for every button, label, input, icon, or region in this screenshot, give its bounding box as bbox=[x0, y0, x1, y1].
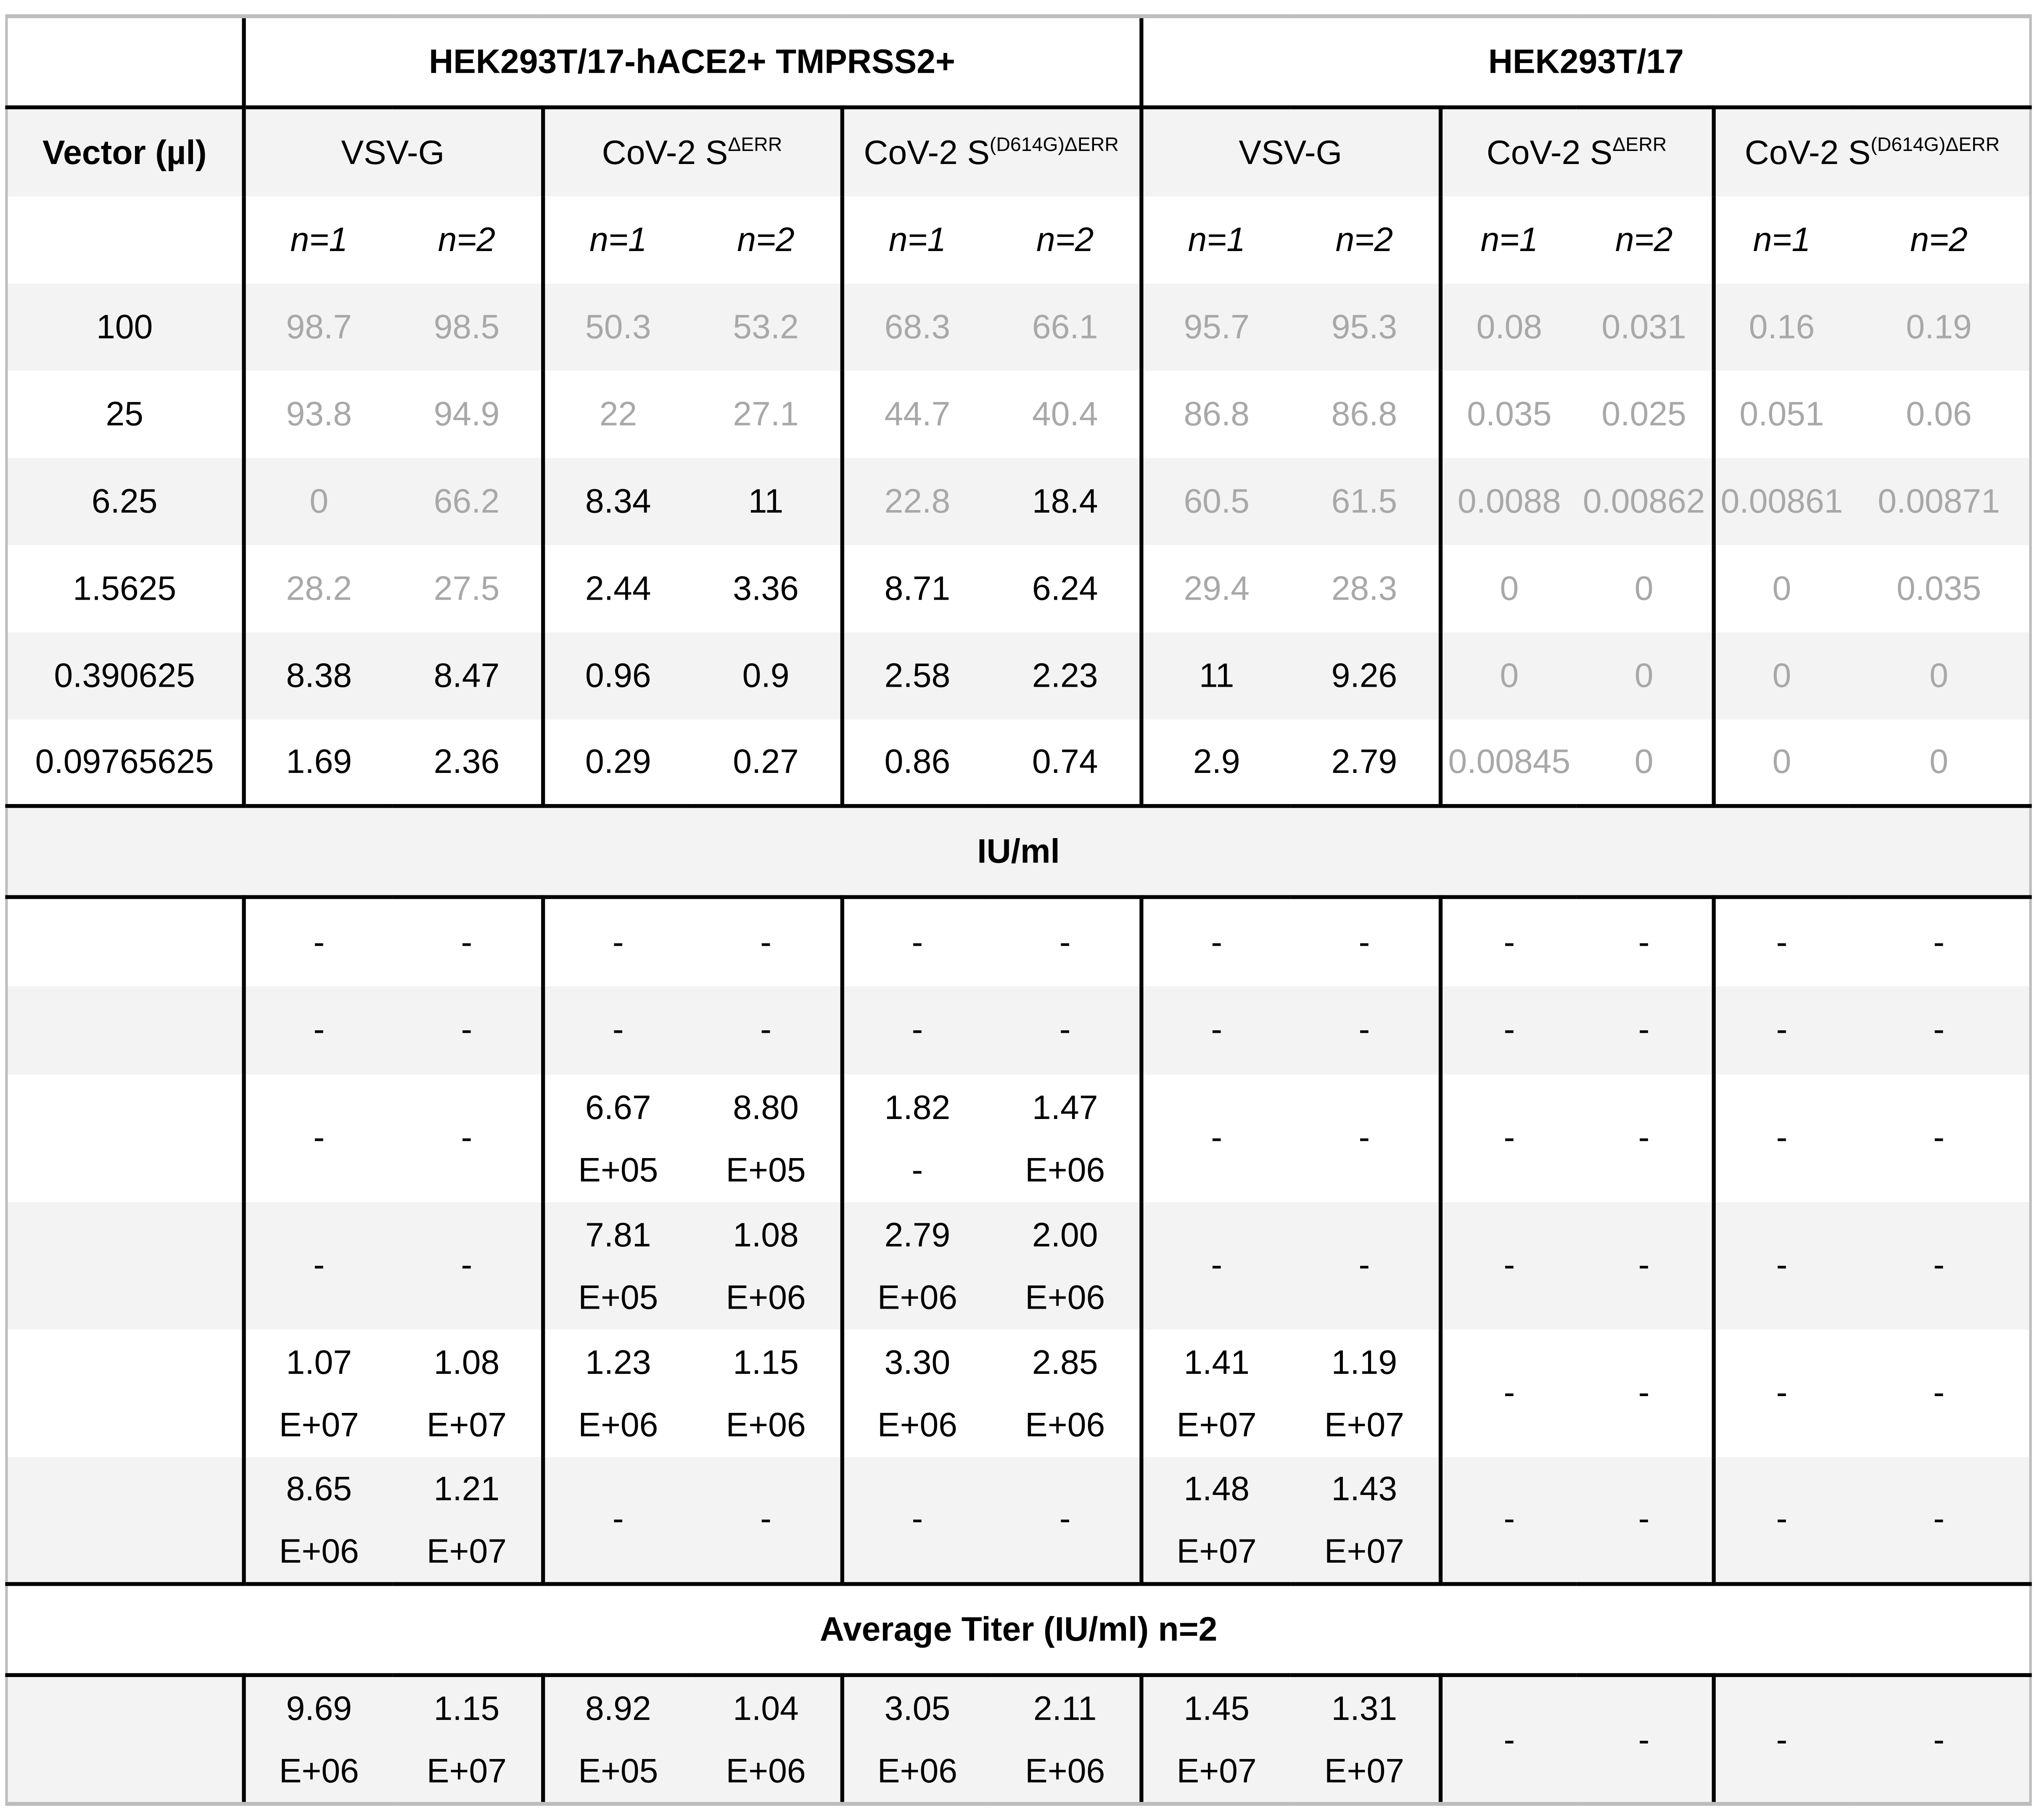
value-line: 3.05 bbox=[884, 1688, 951, 1728]
table-row bbox=[6, 283, 2030, 370]
percent-value-cell: 22 bbox=[542, 370, 692, 457]
percent-value-cell: 8.34 bbox=[542, 458, 692, 545]
iu-value-cell: - bbox=[1577, 986, 1713, 1074]
iu-value-cell bbox=[1141, 1329, 1291, 1456]
iu-value-cell: - bbox=[243, 1074, 393, 1201]
percent-value-cell: 86.8 bbox=[1141, 370, 1291, 457]
value-line: 1.15 bbox=[433, 1688, 500, 1728]
value-line: E+05 bbox=[726, 1149, 806, 1189]
iu-value-cell: - bbox=[1849, 1201, 2031, 1329]
percent-value-cell: 2.23 bbox=[991, 632, 1141, 719]
value-line: E+07 bbox=[279, 1404, 359, 1444]
replicate-n2: n=2 bbox=[692, 196, 842, 283]
value-line: 2.00 bbox=[1032, 1214, 1098, 1254]
percent-value-cell: 0.00845 bbox=[1440, 719, 1577, 806]
vector-volume-cell: 100 bbox=[6, 283, 243, 370]
table-row bbox=[6, 370, 2030, 457]
blank-label-cell bbox=[6, 986, 243, 1074]
iu-value-cell: - bbox=[1577, 1329, 1713, 1456]
value-line: E+06 bbox=[1025, 1149, 1105, 1189]
table-row bbox=[6, 986, 2030, 1074]
value-line: E+07 bbox=[1176, 1404, 1257, 1444]
average-titer-cell bbox=[1141, 1675, 1291, 1804]
percent-value-cell: 0 bbox=[1713, 545, 1849, 632]
value-line: E+05 bbox=[578, 1277, 658, 1316]
iu-value-cell: - bbox=[692, 986, 842, 1074]
iu-value-cell bbox=[542, 1329, 692, 1456]
value-line: E+06 bbox=[279, 1751, 359, 1791]
iu-value-cell: - bbox=[692, 1457, 842, 1584]
blank-label-cell bbox=[6, 897, 243, 985]
replicate-n2: n=2 bbox=[393, 196, 542, 283]
value-line: 1.19 bbox=[1331, 1342, 1398, 1381]
average-titer-cell: - bbox=[1849, 1675, 2031, 1804]
percent-value-cell: 8.38 bbox=[243, 632, 393, 719]
percent-value-cell: 0.86 bbox=[842, 719, 991, 806]
iu-value-cell: - bbox=[1440, 897, 1577, 985]
value-line: E+07 bbox=[426, 1404, 507, 1444]
percent-value-cell: 0 bbox=[243, 458, 393, 545]
average-titer-cell bbox=[842, 1675, 991, 1804]
percent-value-cell: 68.3 bbox=[842, 283, 991, 370]
value-line: 1.82 bbox=[884, 1087, 951, 1126]
replicate-n2: n=2 bbox=[991, 196, 1141, 283]
percent-value-cell: 98.5 bbox=[393, 283, 542, 370]
iu-section-row bbox=[6, 806, 2030, 897]
titer-table bbox=[5, 14, 2032, 1806]
percent-value-cell: 0.27 bbox=[692, 719, 842, 806]
iu-value-cell: - bbox=[542, 1457, 692, 1584]
percent-value-cell: 6.24 bbox=[991, 545, 1141, 632]
table-row bbox=[6, 632, 2030, 719]
percent-value-cell: 0 bbox=[1849, 719, 2031, 806]
iu-value-cell bbox=[243, 1457, 393, 1584]
vector-volume-cell: 0.09765625 bbox=[6, 719, 243, 806]
iu-value-cell bbox=[991, 1074, 1141, 1201]
value-line: E+06 bbox=[1025, 1277, 1105, 1316]
percent-value-cell: 8.71 bbox=[842, 545, 991, 632]
value-line: E+06 bbox=[877, 1277, 958, 1316]
table-row bbox=[6, 1201, 2030, 1329]
iu-value-cell bbox=[243, 1329, 393, 1456]
value-line: 2.85 bbox=[1032, 1342, 1098, 1381]
percent-value-cell: 98.7 bbox=[243, 283, 393, 370]
iu-section-title: IU/ml bbox=[6, 806, 2030, 897]
cov2-d614g-label: CoV-2 S bbox=[1744, 132, 1871, 172]
iu-value-cell: - bbox=[393, 1074, 542, 1201]
replicate-n1: n=1 bbox=[1713, 196, 1849, 283]
iu-value-cell: - bbox=[1577, 1074, 1713, 1201]
replicate-header-row bbox=[6, 196, 2030, 283]
iu-value-cell: - bbox=[1849, 897, 2031, 985]
percent-value-cell: 0.06 bbox=[1849, 370, 2031, 457]
corner-cell bbox=[6, 16, 243, 108]
iu-value-cell: - bbox=[1577, 1457, 1713, 1584]
vsvg-header-b bbox=[1141, 107, 1440, 196]
percent-value-cell: 0.16 bbox=[1713, 283, 1849, 370]
vector-volume-cell: 0.390625 bbox=[6, 632, 243, 719]
percent-value-cell: 0 bbox=[1713, 719, 1849, 806]
value-line: - bbox=[911, 1149, 923, 1189]
iu-value-cell: - bbox=[1440, 1457, 1577, 1584]
replicate-n1: n=1 bbox=[542, 196, 692, 283]
value-line: 1.15 bbox=[733, 1342, 799, 1381]
iu-value-cell bbox=[692, 1329, 842, 1456]
percent-value-cell: 0 bbox=[1440, 545, 1577, 632]
value-line: E+06 bbox=[578, 1404, 658, 1444]
iu-value-cell: - bbox=[1141, 1201, 1291, 1329]
percent-value-cell: 2.79 bbox=[1290, 719, 1440, 806]
percent-value-cell: 9.26 bbox=[1290, 632, 1440, 719]
average-section-title: Average Titer (IU/ml) n=2 bbox=[6, 1584, 2030, 1675]
cov2-d614g-label: CoV-2 S bbox=[864, 132, 990, 172]
percent-value-cell: 22.8 bbox=[842, 458, 991, 545]
blank-label-cell bbox=[6, 1457, 243, 1584]
percent-value-cell: 3.36 bbox=[692, 545, 842, 632]
iu-value-cell: - bbox=[393, 897, 542, 985]
table-row bbox=[6, 1329, 2030, 1456]
percent-value-cell: 0.00871 bbox=[1849, 458, 2031, 545]
iu-value-cell bbox=[1290, 1457, 1440, 1584]
percent-value-cell: 93.8 bbox=[243, 370, 393, 457]
percent-value-cell: 95.7 bbox=[1141, 283, 1291, 370]
percent-value-cell: 0.74 bbox=[991, 719, 1141, 806]
value-line: E+07 bbox=[426, 1531, 507, 1570]
value-line: 1.43 bbox=[1331, 1468, 1398, 1508]
cov2-superscript: ΔERR bbox=[1612, 133, 1667, 156]
group-hek-header: HEK293T/17 bbox=[1141, 16, 2031, 108]
value-line: E+06 bbox=[877, 1404, 958, 1444]
iu-value-cell bbox=[1141, 1457, 1291, 1584]
value-line: 2.79 bbox=[884, 1214, 951, 1254]
percent-value-cell: 0.19 bbox=[1849, 283, 2031, 370]
average-titer-cell bbox=[393, 1675, 542, 1804]
percent-value-cell: 50.3 bbox=[542, 283, 692, 370]
iu-value-cell bbox=[991, 1329, 1141, 1456]
percent-value-cell: 0.031 bbox=[1577, 283, 1713, 370]
value-line: 1.21 bbox=[433, 1468, 500, 1508]
percent-value-cell: 53.2 bbox=[692, 283, 842, 370]
iu-value-cell: - bbox=[1713, 897, 1849, 985]
iu-value-cell: - bbox=[243, 897, 393, 985]
percent-value-cell: 28.2 bbox=[243, 545, 393, 632]
value-line: 1.04 bbox=[733, 1688, 799, 1728]
percent-value-cell: 40.4 bbox=[991, 370, 1141, 457]
percent-value-cell: 2.44 bbox=[542, 545, 692, 632]
iu-value-cell: - bbox=[842, 986, 991, 1074]
vsvg-label: VSV-G bbox=[341, 132, 445, 172]
value-line: E+07 bbox=[1176, 1531, 1257, 1570]
iu-value-cell: - bbox=[393, 1201, 542, 1329]
value-line: E+07 bbox=[1324, 1531, 1404, 1570]
iu-value-cell: - bbox=[991, 1457, 1141, 1584]
iu-value-cell: - bbox=[542, 897, 692, 985]
iu-value-cell: - bbox=[1713, 1201, 1849, 1329]
iu-value-cell: - bbox=[1440, 1074, 1577, 1201]
value-line: 1.45 bbox=[1184, 1688, 1250, 1728]
iu-value-cell bbox=[1290, 1329, 1440, 1456]
blank-label-cell bbox=[6, 1201, 243, 1329]
percent-value-cell: 0.00862 bbox=[1577, 458, 1713, 545]
iu-value-cell: - bbox=[991, 986, 1141, 1074]
iu-value-cell: - bbox=[1713, 986, 1849, 1074]
iu-value-cell bbox=[393, 1457, 542, 1584]
cov2-label: CoV-2 S bbox=[1486, 132, 1613, 172]
cov2-d614g-header-a bbox=[842, 107, 1141, 196]
iu-value-cell: - bbox=[1849, 1329, 2031, 1456]
percent-value-cell: 0.035 bbox=[1440, 370, 1577, 457]
percent-value-cell: 29.4 bbox=[1141, 545, 1291, 632]
vsvg-header-a bbox=[243, 107, 543, 196]
iu-value-cell: - bbox=[842, 1457, 991, 1584]
value-line: E+06 bbox=[726, 1751, 806, 1791]
value-line: 1.08 bbox=[733, 1214, 799, 1254]
iu-value-cell: - bbox=[1577, 1201, 1713, 1329]
replicate-corner-cell bbox=[6, 196, 243, 283]
percent-value-cell: 0.051 bbox=[1713, 370, 1849, 457]
iu-value-cell bbox=[542, 1201, 692, 1329]
cov2-d614g-superscript: (D614G)ΔERR bbox=[989, 133, 1119, 156]
iu-value-cell: - bbox=[1141, 897, 1291, 985]
value-line: E+07 bbox=[1324, 1404, 1404, 1444]
average-titer-rows bbox=[6, 1675, 2030, 1804]
cell-line-header-row bbox=[6, 16, 2030, 108]
iu-value-cell: - bbox=[393, 986, 542, 1074]
percent-value-cell: 66.2 bbox=[393, 458, 542, 545]
percent-value-cell: 60.5 bbox=[1141, 458, 1291, 545]
percent-value-cell: 0.96 bbox=[542, 632, 692, 719]
replicate-n1: n=1 bbox=[1141, 196, 1291, 283]
iu-value-cell: - bbox=[1713, 1074, 1849, 1201]
cov2-header-a bbox=[542, 107, 842, 196]
value-line: E+06 bbox=[1025, 1404, 1105, 1444]
replicate-n1: n=1 bbox=[243, 196, 393, 283]
percent-value-cell: 2.9 bbox=[1141, 719, 1291, 806]
value-line: 7.81 bbox=[585, 1214, 651, 1254]
table-row bbox=[6, 1675, 2030, 1804]
value-line: E+06 bbox=[726, 1277, 806, 1316]
value-line: 1.41 bbox=[1184, 1342, 1250, 1381]
percent-value-cell: 0.08 bbox=[1440, 283, 1577, 370]
percent-value-cell: 0 bbox=[1577, 632, 1713, 719]
percent-value-cell: 2.58 bbox=[842, 632, 991, 719]
percent-value-cell: 1.69 bbox=[243, 719, 393, 806]
percent-value-cell: 95.3 bbox=[1290, 283, 1440, 370]
iu-value-cell: - bbox=[243, 1201, 393, 1329]
iu-value-cell: - bbox=[1141, 986, 1291, 1074]
value-line: 3.30 bbox=[884, 1342, 951, 1381]
table-row bbox=[6, 897, 2030, 985]
cov2-header-b bbox=[1440, 107, 1713, 196]
replicate-n1: n=1 bbox=[842, 196, 991, 283]
percent-value-cell: 18.4 bbox=[991, 458, 1141, 545]
iu-value-cell: - bbox=[1440, 1329, 1577, 1456]
percent-value-cell: 27.5 bbox=[393, 545, 542, 632]
percent-value-cell: 0.0088 bbox=[1440, 458, 1577, 545]
average-section-row bbox=[6, 1584, 2030, 1675]
table-row bbox=[6, 719, 2030, 806]
percent-value-cell: 44.7 bbox=[842, 370, 991, 457]
group-hace2-header: HEK293T/17-hACE2+ TMPRSS2+ bbox=[243, 16, 1141, 108]
iu-value-cell: - bbox=[1577, 897, 1713, 985]
table-row bbox=[6, 458, 2030, 545]
value-line: E+05 bbox=[578, 1149, 658, 1189]
value-line: 1.31 bbox=[1331, 1688, 1398, 1728]
average-titer-cell bbox=[692, 1675, 842, 1804]
table-row bbox=[6, 1074, 2030, 1201]
iu-value-cell bbox=[393, 1329, 542, 1456]
iu-value-cell: - bbox=[991, 897, 1141, 985]
replicate-n2: n=2 bbox=[1849, 196, 2031, 283]
iu-value-cell: - bbox=[243, 986, 393, 1074]
cov2-d614g-header-b bbox=[1713, 107, 2031, 196]
percent-value-cell: 0 bbox=[1577, 719, 1713, 806]
value-line: E+06 bbox=[1025, 1751, 1105, 1791]
iu-value-cell: - bbox=[1290, 897, 1440, 985]
percent-value-cell: 0 bbox=[1713, 632, 1849, 719]
iu-value-cell bbox=[842, 1074, 991, 1201]
value-line: 1.47 bbox=[1032, 1087, 1098, 1126]
iu-value-cell: - bbox=[1713, 1457, 1849, 1584]
average-titer-cell bbox=[991, 1675, 1141, 1804]
vector-volume-cell: 6.25 bbox=[6, 458, 243, 545]
percent-value-cell: 0.9 bbox=[692, 632, 842, 719]
replicate-n2: n=2 bbox=[1577, 196, 1713, 283]
blank-label-cell bbox=[6, 1675, 243, 1804]
percent-value-cell: 61.5 bbox=[1290, 458, 1440, 545]
iu-rows bbox=[6, 897, 2030, 1584]
cov2-label: CoV-2 S bbox=[602, 132, 728, 172]
vector-volume-header: Vector (µl) bbox=[6, 107, 243, 196]
percent-value-cell: 0 bbox=[1849, 632, 2031, 719]
average-titer-cell bbox=[542, 1675, 692, 1804]
percent-value-cell: 86.8 bbox=[1290, 370, 1440, 457]
average-titer-cell: - bbox=[1713, 1675, 1849, 1804]
percent-value-cell: 0.00861 bbox=[1713, 458, 1849, 545]
iu-value-cell: - bbox=[1141, 1074, 1291, 1201]
percent-value-cell: 66.1 bbox=[991, 283, 1141, 370]
table-row bbox=[6, 545, 2030, 632]
value-line: 1.08 bbox=[433, 1342, 500, 1381]
iu-value-cell: - bbox=[842, 897, 991, 985]
iu-value-cell: - bbox=[1440, 1201, 1577, 1329]
replicate-n1: n=1 bbox=[1440, 196, 1577, 283]
percent-value-cell: 2.36 bbox=[393, 719, 542, 806]
percent-value-cell: 8.47 bbox=[393, 632, 542, 719]
iu-value-cell bbox=[842, 1201, 991, 1329]
vector-volume-cell: 25 bbox=[6, 370, 243, 457]
value-line: E+07 bbox=[1176, 1751, 1257, 1791]
percent-value-cell: 0.025 bbox=[1577, 370, 1713, 457]
iu-value-cell bbox=[991, 1201, 1141, 1329]
percent-value-cell: 11 bbox=[1141, 632, 1291, 719]
iu-value-cell: - bbox=[542, 986, 692, 1074]
iu-value-cell bbox=[692, 1074, 842, 1201]
value-line: 8.65 bbox=[286, 1468, 352, 1508]
blank-label-cell bbox=[6, 1329, 243, 1456]
cov2-superscript: ΔERR bbox=[728, 133, 782, 156]
percent-value-cell: 0 bbox=[1577, 545, 1713, 632]
value-line: E+07 bbox=[1324, 1751, 1404, 1791]
percent-value-cell: 0 bbox=[1440, 632, 1577, 719]
vsvg-label: VSV-G bbox=[1239, 132, 1342, 172]
value-line: 8.80 bbox=[733, 1087, 799, 1126]
iu-value-cell: - bbox=[1849, 1074, 2031, 1201]
percent-value-cell: 27.1 bbox=[692, 370, 842, 457]
value-line: E+06 bbox=[279, 1531, 359, 1570]
percent-value-cell: 28.3 bbox=[1290, 545, 1440, 632]
cov2-d614g-superscript: (D614G)ΔERR bbox=[1871, 133, 2000, 156]
percent-value-cell: 0.035 bbox=[1849, 545, 2031, 632]
value-line: E+06 bbox=[877, 1751, 958, 1791]
iu-value-cell: - bbox=[1713, 1329, 1849, 1456]
iu-value-cell: - bbox=[1290, 1201, 1440, 1329]
value-line: 6.67 bbox=[585, 1087, 651, 1126]
replicate-n2: n=2 bbox=[1290, 196, 1440, 283]
average-titer-cell bbox=[1290, 1675, 1440, 1804]
iu-value-cell: - bbox=[1290, 1074, 1440, 1201]
table-row bbox=[6, 1457, 2030, 1584]
iu-value-cell: - bbox=[1440, 986, 1577, 1074]
value-line: E+06 bbox=[726, 1404, 806, 1444]
value-line: 1.48 bbox=[1184, 1468, 1250, 1508]
vector-volume-cell: 1.5625 bbox=[6, 545, 243, 632]
value-line: E+07 bbox=[426, 1751, 507, 1791]
percent-transduced-rows bbox=[6, 283, 2030, 806]
percent-value-cell: 0.29 bbox=[542, 719, 692, 806]
average-titer-cell bbox=[243, 1675, 393, 1804]
value-line: 2.11 bbox=[1033, 1688, 1097, 1728]
vector-header-row bbox=[6, 107, 2030, 196]
value-line: E+05 bbox=[578, 1751, 658, 1791]
iu-value-cell bbox=[692, 1201, 842, 1329]
value-line: 8.92 bbox=[585, 1688, 651, 1728]
iu-value-cell: - bbox=[1290, 986, 1440, 1074]
average-titer-cell: - bbox=[1577, 1675, 1713, 1804]
value-line: 1.23 bbox=[585, 1342, 651, 1381]
iu-value-cell: - bbox=[1849, 986, 2031, 1074]
iu-value-cell: - bbox=[1849, 1457, 2031, 1584]
iu-value-cell bbox=[542, 1074, 692, 1201]
value-line: 1.07 bbox=[286, 1342, 352, 1381]
average-titer-cell: - bbox=[1440, 1675, 1577, 1804]
percent-value-cell: 11 bbox=[692, 458, 842, 545]
value-line: 9.69 bbox=[286, 1688, 352, 1728]
percent-value-cell: 94.9 bbox=[393, 370, 542, 457]
blank-label-cell bbox=[6, 1074, 243, 1201]
iu-value-cell bbox=[842, 1329, 991, 1456]
iu-value-cell: - bbox=[692, 897, 842, 985]
